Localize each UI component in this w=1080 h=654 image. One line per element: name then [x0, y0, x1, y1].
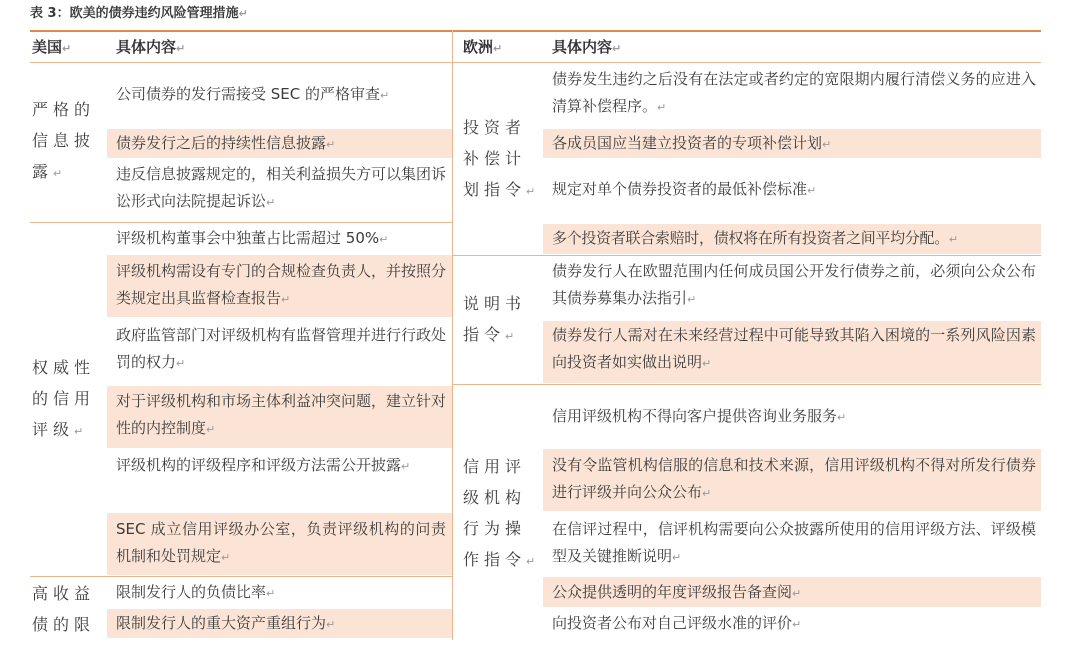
- right-group-rule-2: [453, 384, 1041, 385]
- header-eu-content: 具体内容↵: [552, 38, 622, 56]
- eu-item-minimum-compensation: 规定对单个债券投资者的最低补偿标准↵: [552, 180, 817, 198]
- us-item-compliance-officer: 评级机构需设有专门的合规检查负责人，并按照分类规定出具监督检查报告↵: [116, 262, 447, 307]
- us-item-restructuring: 限制发行人的重大资产重组行为↵: [116, 614, 336, 632]
- left-group-rule-2: [30, 576, 453, 577]
- group-label-eu-compensation: 投资者 补偿计 划指令↵: [463, 118, 536, 199]
- group-label-us-rating: 权威性 的信用 评级↵: [32, 358, 96, 439]
- left-group-rule-1: [30, 222, 453, 223]
- us-item-debt-ratio: 限制发行人的负债比率↵: [116, 583, 276, 601]
- us-item-method-disclosure: 评级机构的评级程序和评级方法需公开披露↵: [116, 456, 411, 474]
- eu-item-prospectus-publication: 债券发行人在欧盟范围内任何成员国公开发行债券之前，必须向公众公布其债券募集办法指引↵: [552, 262, 1036, 307]
- eu-item-credible-sources: 没有令监管机构信服的信息和技术来源，信用评级机构不得对所发行债券进行评级并向公众公布↵: [552, 456, 1036, 501]
- us-item-continuous-disclosure: 债券发行之后的持续性信息披露↵: [116, 134, 336, 152]
- center-divider: [452, 30, 453, 640]
- us-item-conflict-of-interest: 对于评级机构和市场主体利益冲突问题，建立针对性的内控制度↵: [116, 392, 447, 437]
- us-item-sec-rating-office: SEC 成立信用评级办公室，负责评级机构的问责机制和处罚规定↵: [116, 520, 446, 565]
- us-item-government-supervision: 政府监管部门对评级机构有监督管理并进行行政处罚的权力↵: [116, 326, 447, 371]
- eu-item-method-disclosure: 在信评过程中，信评机构需要向公众披露所使用的信用评级方法、评级模型及关键推断说明↵: [552, 520, 1036, 565]
- eu-item-self-evaluation: 向投资者公布对自己评级水准的评价↵: [552, 614, 802, 632]
- header-us: 美国↵: [32, 38, 72, 56]
- eu-item-no-consulting: 信用评级机构不得向客户提供咨询业务服务↵: [552, 407, 847, 425]
- eu-item-annual-report: 公众提供透明的年度评级报告备查阅↵: [552, 583, 802, 601]
- header-us-content: 具体内容↵: [116, 38, 186, 56]
- us-item-independent-directors: 评级机构董事会中独董占比需超过 50%↵: [116, 229, 389, 247]
- group-label-us-highyield: 高收益 债的限: [32, 584, 96, 634]
- eu-item-liquidation: 债券发生违约之后没有在法定或者约定的宽限期内履行清偿义务的应进入清算补偿程序。↵: [552, 70, 1036, 115]
- group-label-us-disclosure: 严格的 信息披 露↵: [32, 100, 96, 181]
- us-item-sec-review: 公司债券的发行需接受 SEC 的严格审查↵: [116, 85, 390, 103]
- group-label-eu-rating: 信用评 级机构 行为操 作指令↵: [463, 457, 536, 569]
- group-label-eu-prospectus: 说明书 指令↵: [463, 294, 527, 344]
- eu-item-compensation-plan: 各成员国应当建立投资者的专项补偿计划↵: [552, 134, 832, 152]
- us-item-class-action: 违反信息披露规定的，相关利益损失方可以集团诉讼形式向法院提起诉讼↵: [116, 165, 447, 210]
- eu-item-risk-factors: 债券发行人需对在未来经营过程中可能导致其陷入困境的一系列风险因素向投资者如实做出说明↵: [552, 326, 1036, 371]
- header-rule: [30, 62, 1041, 63]
- right-group-rule-1: [453, 255, 1041, 256]
- eu-item-joint-claim: 多个投资者联合索赔时，债权将在所有投资者之间平均分配。↵: [552, 229, 959, 247]
- header-eu: 欧洲↵: [463, 38, 503, 56]
- table-caption: 表 3：欧美的债券违约风险管理措施↵: [30, 6, 248, 21]
